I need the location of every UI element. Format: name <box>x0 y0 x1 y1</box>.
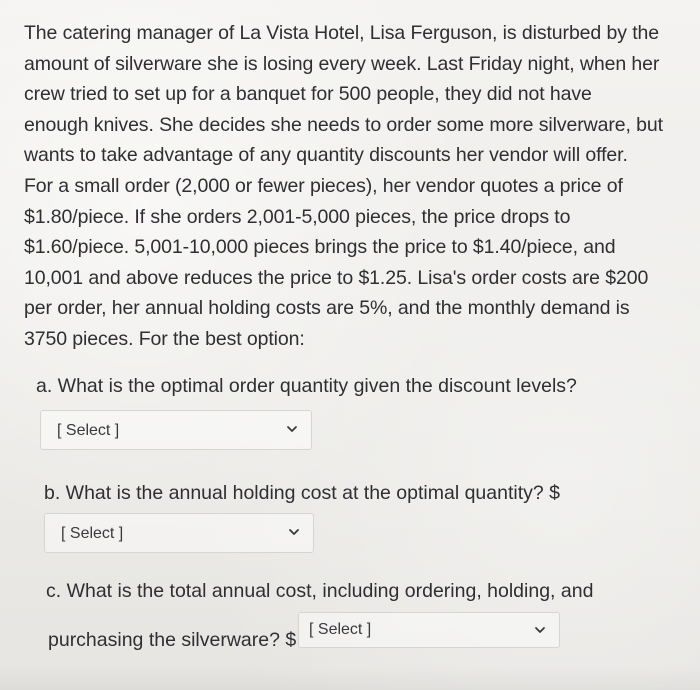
question-line: $1.80/piece. If she orders 2,001-5,000 pieces, the price drops to <box>24 205 571 228</box>
part-a-question: a. What is the optimal order quantity given the discount levels? <box>36 375 577 397</box>
question-line: $1.60/piece. 5,001-10,000 pieces brings the price to $1.40/piece, and <box>24 236 616 259</box>
part-b-question: b. What is the annual holding cost at the optimal quantity? $ <box>44 482 560 504</box>
part-c-select[interactable] <box>298 612 560 648</box>
chevron-down-icon <box>285 422 299 436</box>
part-a-select-label: [ Select ] <box>57 422 120 439</box>
part-b-select[interactable] <box>44 513 314 553</box>
question-line: amount of silverware she is losing every week. Last Friday night, when her <box>24 52 660 75</box>
question-line: The catering manager of La Vista Hotel, Lisa Ferguson, is disturbed by the <box>24 22 660 44</box>
part-c-question-line1: c. What is the total annual cost, including ordering, holding, and <box>46 580 594 602</box>
question-line: enough knives. She decides she needs to order some more silverware, but <box>24 113 663 136</box>
question-text <box>24 18 674 355</box>
question-line: 3750 pieces. For the best option: <box>24 327 305 350</box>
question-line: per order, her annual holding costs are 5%, and the monthly demand is <box>24 297 630 320</box>
question-line: crew tried to set up for a banquet for 500 people, they did not have <box>24 83 592 106</box>
chevron-down-icon <box>533 623 547 637</box>
part-c-question-line2: purchasing the silverware? $ <box>48 629 297 651</box>
part-c-select-label: [ Select ] <box>309 621 372 638</box>
part-b-select-label: [ Select ] <box>61 525 124 542</box>
question-line: wants to take advantage of any quantity discounts her vendor will offer. <box>24 144 628 167</box>
part-a-select[interactable] <box>40 410 312 450</box>
question-line: For a small order (2,000 or fewer pieces), her vendor quotes a price of <box>24 174 623 197</box>
chevron-down-icon <box>287 525 301 539</box>
question-line: 10,001 and above reduces the price to $1.25. Lisa's order costs are $200 <box>24 266 649 289</box>
page-edge-shadow <box>0 666 700 690</box>
